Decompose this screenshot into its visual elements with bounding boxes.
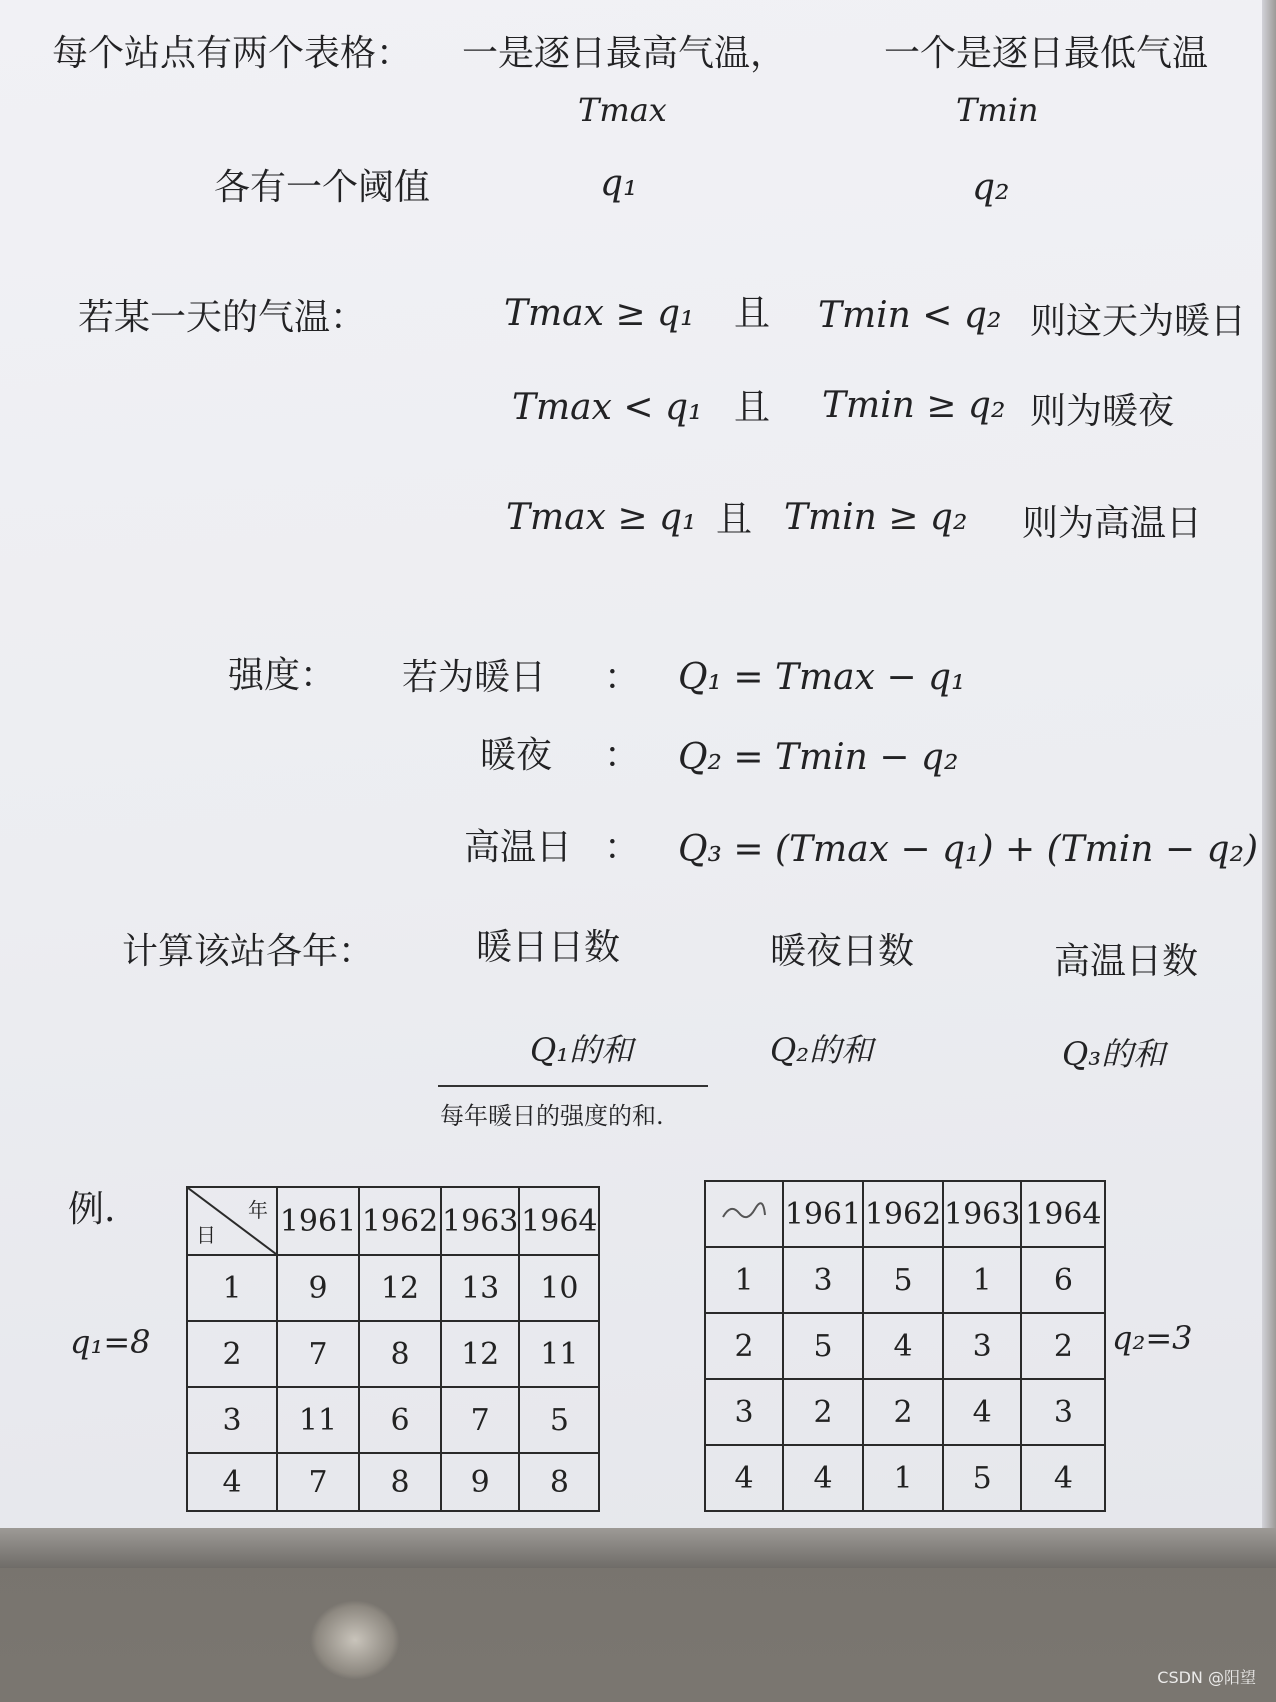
intensity-row2-colon: ： bbox=[604, 735, 641, 776]
year-header: 1964 bbox=[1021, 1181, 1105, 1247]
value-cell: 7 bbox=[277, 1321, 359, 1387]
cond-row1-and: 且 bbox=[734, 293, 771, 334]
compute-sum-q3: Q₃的和 bbox=[1062, 1035, 1166, 1073]
value-cell: 3 bbox=[943, 1313, 1021, 1379]
value-cell: 7 bbox=[277, 1453, 359, 1511]
watermark: CSDN @阳望 bbox=[1157, 1668, 1256, 1687]
intensity-row1-name: 若为暖日 bbox=[402, 657, 547, 698]
value-cell: 3 bbox=[1021, 1379, 1105, 1445]
tmin-label: Tmin bbox=[956, 91, 1039, 129]
tmax-label: Tmax bbox=[578, 91, 667, 129]
year-header: 1962 bbox=[359, 1187, 441, 1255]
paper-edge bbox=[1262, 0, 1276, 1528]
tmin-table bbox=[704, 1180, 1106, 1512]
value-cell: 5 bbox=[943, 1445, 1021, 1511]
value-cell: 9 bbox=[441, 1453, 519, 1511]
value-cell: 5 bbox=[519, 1387, 599, 1453]
table-corner bbox=[705, 1181, 783, 1247]
cond-row3-result: 则为高温日 bbox=[1022, 503, 1203, 544]
year-header: 1962 bbox=[863, 1181, 943, 1247]
cond-row1-result: 则这天为暖日 bbox=[1030, 301, 1247, 342]
compute-item-hot-days: 高温日数 bbox=[1054, 941, 1199, 982]
value-cell: 2 bbox=[783, 1379, 863, 1445]
table-header-row bbox=[187, 1187, 599, 1255]
note-underline bbox=[438, 1085, 708, 1087]
value-cell: 4 bbox=[783, 1445, 863, 1511]
desk-shadow bbox=[0, 1528, 1276, 1568]
table-row bbox=[705, 1379, 1105, 1445]
value-cell: 10 bbox=[519, 1255, 599, 1321]
day-cell: 1 bbox=[187, 1255, 277, 1321]
day-cell: 4 bbox=[705, 1445, 783, 1511]
intensity-row2-formula: Q₂ = Tmin − q₂ bbox=[678, 737, 959, 778]
value-cell: 5 bbox=[863, 1247, 943, 1313]
threshold-label: 各有一个阈值 bbox=[214, 167, 431, 208]
table-row bbox=[187, 1387, 599, 1453]
table-corner bbox=[187, 1187, 277, 1255]
value-cell: 2 bbox=[1021, 1313, 1105, 1379]
value-cell: 3 bbox=[783, 1247, 863, 1313]
header-line1-left: 每个站点有两个表格： bbox=[52, 33, 413, 74]
table-row bbox=[187, 1453, 599, 1511]
day-cell: 3 bbox=[705, 1379, 783, 1445]
cond-row2-and: 且 bbox=[734, 387, 771, 428]
value-cell: 8 bbox=[519, 1453, 599, 1511]
compute-item-warm-days: 暖日日数 bbox=[476, 927, 621, 968]
year-header: 1961 bbox=[277, 1187, 359, 1255]
scribble-icon bbox=[719, 1195, 769, 1225]
value-cell: 4 bbox=[863, 1313, 943, 1379]
compute-label: 计算该站各年： bbox=[122, 931, 375, 972]
day-cell: 2 bbox=[187, 1321, 277, 1387]
intensity-row1-formula: Q₁ = Tmax − q₁ bbox=[678, 657, 966, 698]
value-cell: 5 bbox=[783, 1313, 863, 1379]
year-header: 1961 bbox=[783, 1181, 863, 1247]
day-cell: 4 bbox=[187, 1453, 277, 1511]
value-cell: 9 bbox=[277, 1255, 359, 1321]
year-header: 1964 bbox=[519, 1187, 599, 1255]
value-cell: 4 bbox=[943, 1379, 1021, 1445]
value-cell: 13 bbox=[441, 1255, 519, 1321]
threshold-q2: q₂ bbox=[972, 167, 1010, 208]
intensity-row3-formula: Q₃ = (Tmax − q₁) + (Tmin − q₂) bbox=[678, 829, 1259, 870]
table-row bbox=[705, 1247, 1105, 1313]
thumbtack-icon bbox=[310, 1600, 400, 1680]
cond-row3-cond2: Tmin ≥ q₂ bbox=[784, 497, 968, 538]
value-cell: 11 bbox=[519, 1321, 599, 1387]
value-cell: 1 bbox=[863, 1445, 943, 1511]
corner-year-label: 年 bbox=[248, 1198, 268, 1222]
table-row bbox=[187, 1321, 599, 1387]
day-cell: 3 bbox=[187, 1387, 277, 1453]
example-label: 例. bbox=[68, 1189, 116, 1230]
cond-row2-cond1: Tmax < q₁ bbox=[512, 387, 703, 428]
tmax-table bbox=[186, 1186, 600, 1512]
cond-row3-cond1: Tmax ≥ q₁ bbox=[506, 497, 697, 538]
year-header: 1963 bbox=[441, 1187, 519, 1255]
value-cell: 1 bbox=[943, 1247, 1021, 1313]
cond-row3-and: 且 bbox=[716, 499, 753, 540]
day-cell: 2 bbox=[705, 1313, 783, 1379]
cond-row2-cond2: Tmin ≥ q₂ bbox=[822, 385, 1006, 426]
value-cell: 11 bbox=[277, 1387, 359, 1453]
value-cell: 6 bbox=[359, 1387, 441, 1453]
conditions-intro: 若某一天的气温： bbox=[78, 297, 367, 338]
value-cell: 12 bbox=[441, 1321, 519, 1387]
value-cell: 8 bbox=[359, 1321, 441, 1387]
compute-item-warm-nights: 暖夜日数 bbox=[770, 931, 915, 972]
intensity-row3-colon: ： bbox=[604, 827, 641, 868]
example-q1-value: q₁=8 bbox=[70, 1323, 151, 1361]
example-q2-value: q₂=3 bbox=[1112, 1319, 1193, 1357]
value-cell: 12 bbox=[359, 1255, 441, 1321]
cond-row2-result: 则为暖夜 bbox=[1030, 391, 1175, 432]
compute-sum-q1: Q₁的和 bbox=[530, 1031, 634, 1069]
table-header-row bbox=[705, 1181, 1105, 1247]
threshold-q1: q₁ bbox=[600, 163, 638, 204]
compute-note: 每年暖日的强度的和. bbox=[440, 1102, 664, 1130]
day-cell: 1 bbox=[705, 1247, 783, 1313]
value-cell: 2 bbox=[863, 1379, 943, 1445]
table-row bbox=[187, 1255, 599, 1321]
value-cell: 8 bbox=[359, 1453, 441, 1511]
intensity-row1-colon: ： bbox=[604, 657, 641, 698]
table-row bbox=[705, 1313, 1105, 1379]
header-line1-mid: 一是逐日最高气温， bbox=[462, 33, 787, 74]
value-cell: 6 bbox=[1021, 1247, 1105, 1313]
cond-row1-cond1: Tmax ≥ q₁ bbox=[504, 293, 695, 334]
compute-sum-q2: Q₂的和 bbox=[770, 1031, 874, 1069]
intensity-label: 强度： bbox=[228, 655, 337, 696]
cond-row1-cond2: Tmin < q₂ bbox=[818, 295, 1002, 336]
intensity-row2-name: 暖夜 bbox=[480, 735, 553, 776]
year-header: 1963 bbox=[943, 1181, 1021, 1247]
table-row bbox=[705, 1445, 1105, 1511]
corner-day-label: 日 bbox=[196, 1223, 216, 1247]
header-line1-right: 一个是逐日最低气温 bbox=[884, 33, 1209, 74]
intensity-row3-name: 高温日 bbox=[464, 827, 573, 868]
value-cell: 7 bbox=[441, 1387, 519, 1453]
value-cell: 4 bbox=[1021, 1445, 1105, 1511]
